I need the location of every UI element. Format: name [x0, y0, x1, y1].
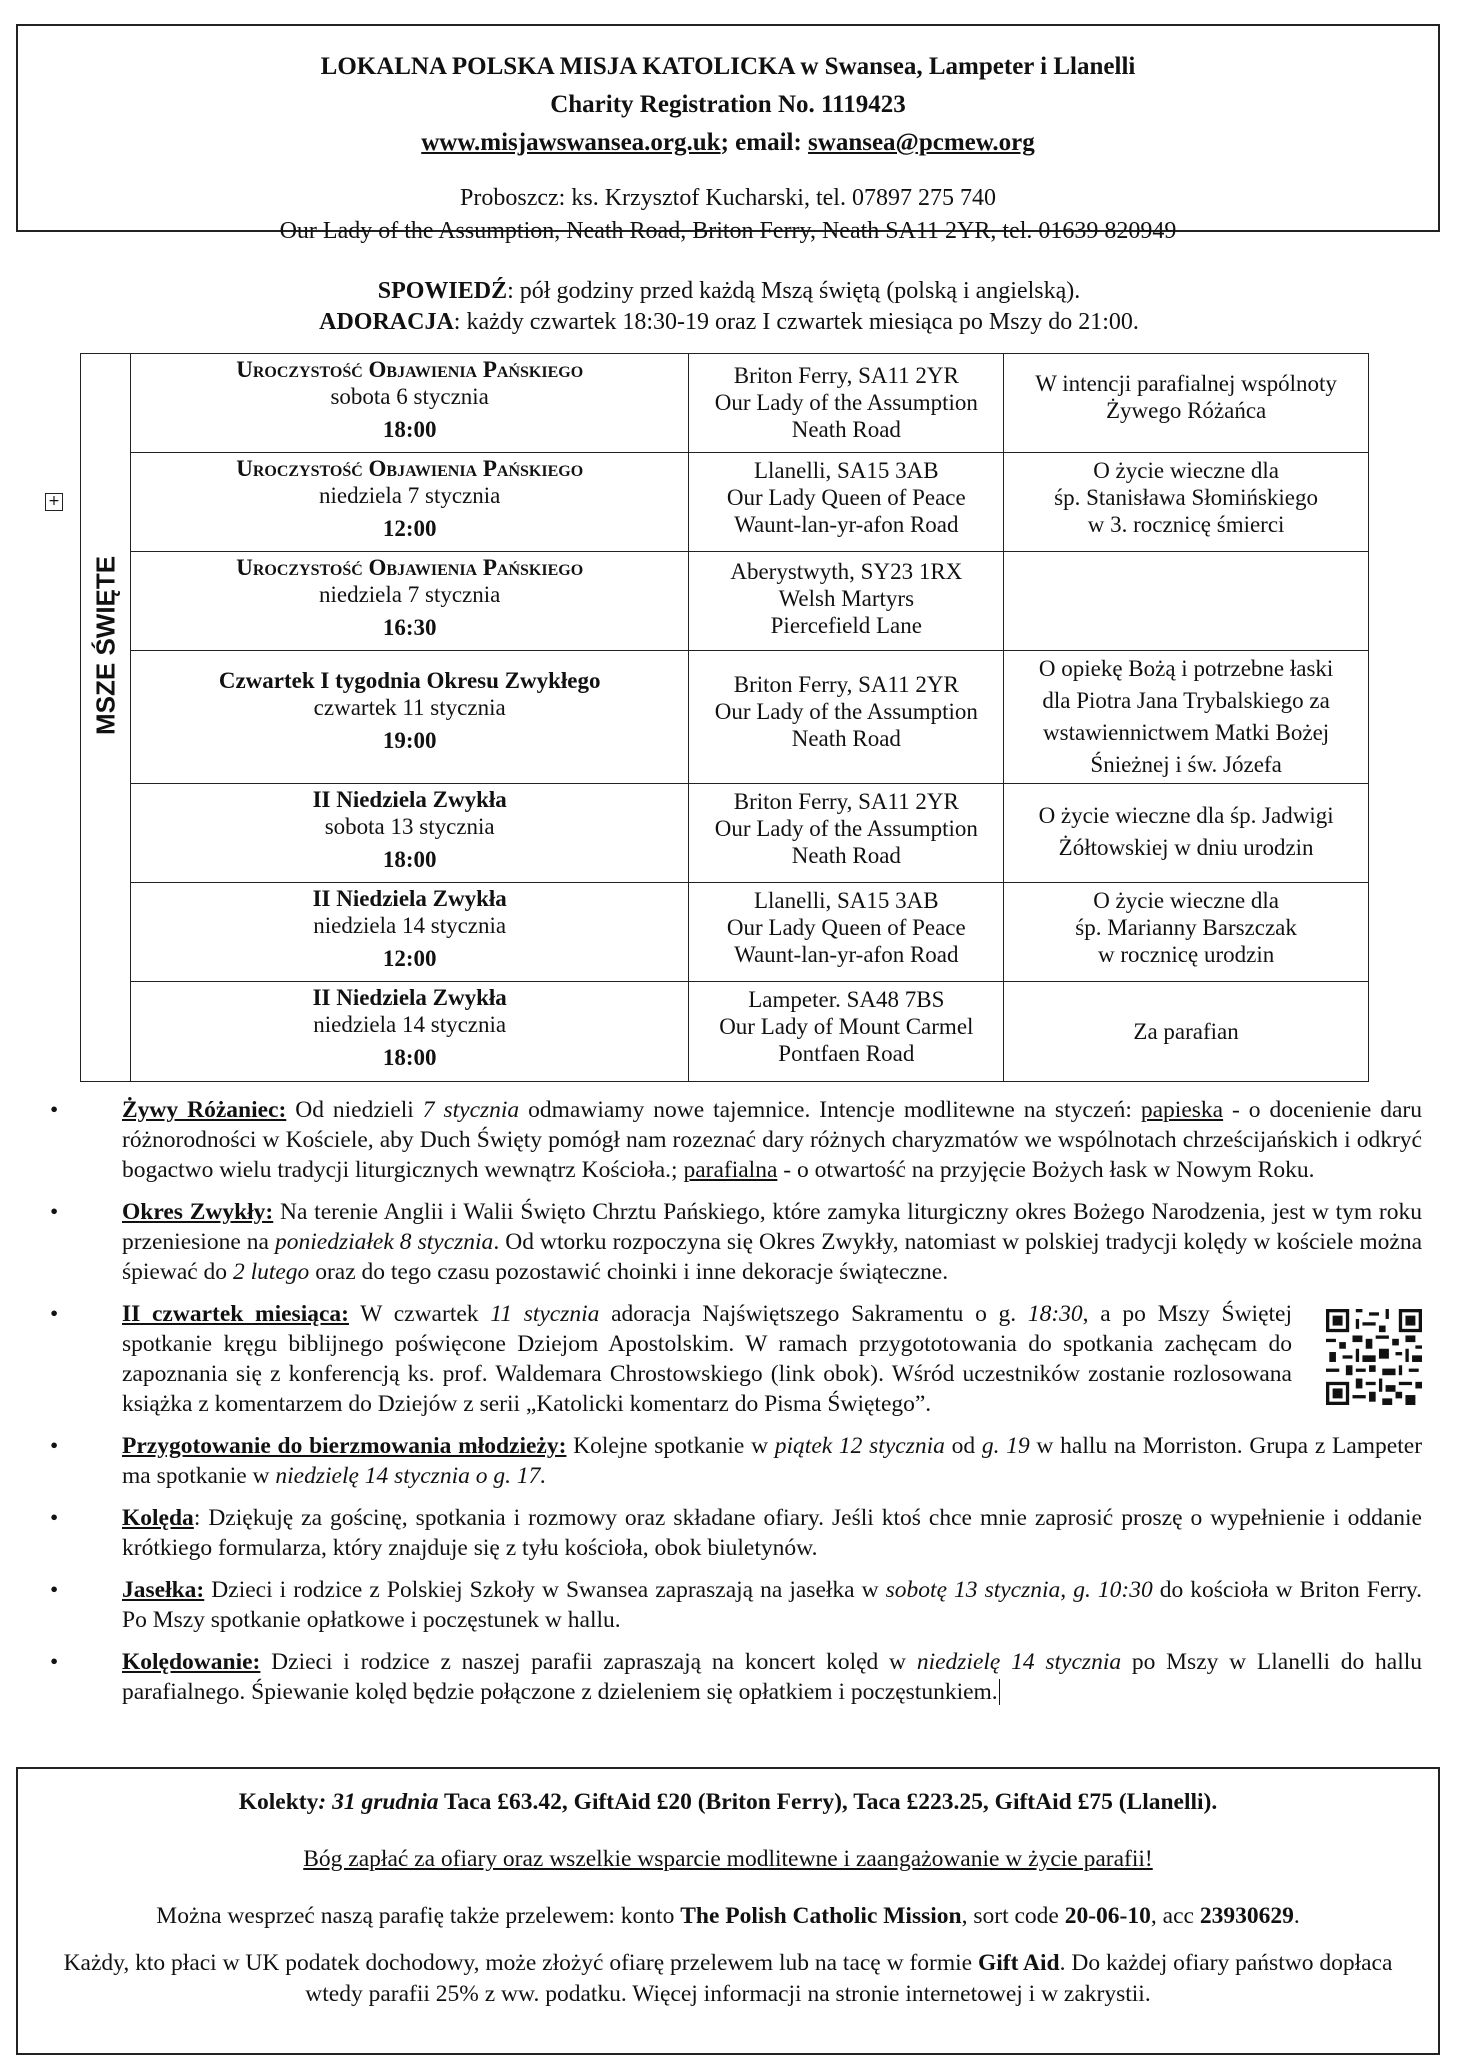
confession-notice — [0, 276, 1458, 307]
place-cell — [689, 651, 1004, 784]
list-item — [50, 1299, 1422, 1419]
transfer-text: . — [1293, 1903, 1300, 1929]
giftaid-label: Gift Aid — [977, 1950, 1060, 1976]
list-item — [50, 1575, 1422, 1635]
place-cell — [689, 354, 1004, 453]
item-text: odmawiamy nowe tajemnice. Intencje modlitewne na styczeń: — [519, 1097, 1141, 1123]
item-text: . Od wtorku rozpoczyna się Okres Zwykły, natomiast w polskiej tradycji kolędy w kościele można śpiewać do — [122, 1229, 1423, 1285]
list-item — [50, 1095, 1422, 1185]
intention-line: O życie wieczne dla — [1093, 458, 1279, 483]
list-item — [50, 1197, 1422, 1287]
mass-day: niedziela 14 stycznia — [313, 1012, 507, 1037]
list-item — [50, 1503, 1422, 1563]
intention-line: śp. Marianny Barszczak — [1075, 915, 1297, 940]
header-box — [16, 24, 1440, 244]
place-line: Piercefield Lane — [770, 613, 922, 638]
intention-cell — [1004, 651, 1369, 784]
place-line: Briton Ferry, SA11 2YR — [733, 672, 959, 697]
email-label: ; email: — [720, 129, 809, 156]
place-line: Waunt-lan-yr-afon Road — [734, 512, 959, 537]
item-text-italic: piątek 12 stycznia — [774, 1433, 945, 1459]
intention-line: w rocznicę urodzin — [1097, 942, 1275, 967]
feast-name: Uroczystość Objawienia Pańskiego — [236, 456, 584, 481]
side-label-cell — [81, 354, 131, 1082]
bullet-icon: • — [50, 1199, 59, 1225]
item-text: Od niedzieli — [286, 1097, 423, 1123]
giftaid-line — [18, 1948, 1438, 2010]
mass-day: sobota 6 stycznia — [330, 384, 489, 409]
intention-cell — [1004, 453, 1369, 552]
item-text-italic: 2 lutego — [232, 1259, 310, 1285]
place-line: Our Lady Queen of Peace — [726, 915, 966, 940]
place-line: Waunt-lan-yr-afon Road — [734, 942, 959, 967]
intention-line: Za parafian — [1133, 1019, 1239, 1044]
bullet-icon: • — [50, 1649, 59, 1675]
item-text-italic: 7 stycznia — [422, 1097, 520, 1123]
item-title: Przygotowanie do bierzmowania młodzieży: — [122, 1433, 567, 1459]
item-text: po Mszy w Llanelli do hallu parafialnego. Śpiewanie kolęd będzie połączone z dzieleniem się opłatkiem i poczęstunkiem. — [122, 1649, 1423, 1705]
footer-box — [16, 1767, 1440, 2055]
bullet-icon: • — [50, 1505, 59, 1531]
feast-cell — [130, 354, 688, 453]
feast-name: Uroczystość Objawienia Pańskiego — [236, 357, 584, 382]
place-line: Neath Road — [791, 726, 901, 751]
item-title: Kolędowanie: — [122, 1649, 261, 1675]
item-text: : Dziękuję za gościnę, spotkania i rozmowy oraz składane ofiary. Jeśli ktoś chce mnie zaprosić proszę o wypełnienie i oddanie krótkiego formularza, który znajduje się z tyłu kościoła, obok biuletynów. — [122, 1505, 1422, 1561]
bullet-icon: • — [50, 1301, 59, 1327]
feast-cell — [130, 982, 688, 1082]
table-row — [81, 552, 1369, 651]
account-name: The Polish Catholic Mission — [680, 1903, 962, 1929]
announcements-list — [50, 1095, 1422, 1719]
mass-day: niedziela 14 stycznia — [313, 913, 507, 938]
place-line: Neath Road — [791, 843, 901, 868]
item-text: Dzieci i rodzice z Polskiej Szkoły w Swansea zapraszają na jasełka w — [204, 1577, 886, 1603]
feast-name: II Niedziela Zwykła — [312, 787, 507, 812]
intention-line: Żywego Różańca — [1105, 398, 1267, 423]
intention-line: O życie wieczne dla — [1093, 888, 1279, 913]
giftaid-text: . Do każdej ofiary państwo dopłaca wtedy parafii 25% z ww. podatku. Więcej informacji na stronie internetowej i w zakrystii. — [305, 1950, 1393, 2007]
website-link[interactable]: www.misjawswansea.org.uk — [421, 129, 721, 156]
intention-cell — [1004, 784, 1369, 883]
mass-time: 16:30 — [382, 615, 437, 640]
place-line: Our Lady Queen of Peace — [726, 485, 966, 510]
place-line: Briton Ferry, SA11 2YR — [733, 789, 959, 814]
mass-day: niedziela 7 stycznia — [318, 582, 501, 607]
item-text: - o otwartość na przyjęcie Bożych łask w Nowym Roku. — [777, 1157, 1315, 1183]
place-cell — [689, 784, 1004, 883]
table-move-handle-icon[interactable]: + — [45, 493, 63, 511]
table-row — [81, 784, 1369, 883]
bullet-icon: • — [50, 1577, 59, 1603]
intention-line: W intencji parafialnej wspólnoty — [1035, 371, 1337, 396]
place-line: Our Lady of the Assumption — [714, 816, 978, 841]
mass-time: 18:00 — [382, 1045, 437, 1070]
item-text: W czwartek — [349, 1301, 491, 1327]
place-line: Our Lady of the Assumption — [714, 699, 978, 724]
transfer-line — [18, 1901, 1438, 1932]
place-line: Welsh Martyrs — [778, 586, 915, 611]
item-text-italic: niedzielę 14 stycznia o g. 17. — [275, 1463, 547, 1489]
table-row — [81, 354, 1369, 453]
intention-line: dla Piotra Jana Trybalskiego za — [1042, 688, 1330, 713]
mass-time: 18:00 — [382, 417, 437, 442]
intention-line: O życie wieczne dla śp. Jadwigi — [1038, 803, 1334, 828]
place-line: Our Lady of Mount Carmel — [719, 1014, 974, 1039]
mass-day: sobota 13 stycznia — [324, 814, 495, 839]
place-line: Pontfaen Road — [778, 1041, 915, 1066]
sort-code: 20-06-10 — [1064, 1903, 1151, 1929]
intention-line: śp. Stanisława Słomińskiego — [1054, 485, 1319, 510]
item-title: Jasełka: — [122, 1577, 205, 1603]
feast-name: Czwartek I tygodnia Okresu Zwykłego — [218, 668, 601, 693]
collections-line — [18, 1787, 1438, 1818]
place-line: Llanelli, SA15 3AB — [753, 458, 939, 483]
place-line: Lampeter. SA48 7BS — [748, 987, 945, 1012]
item-text: Na terenie Anglii i Walii Święto Chrztu Pańskiego, które zamyka liturgiczny okres Bożego Narodzenia, jest w tym roku przeniesione na — [122, 1199, 1423, 1255]
item-title: Żywy Różaniec: — [122, 1097, 287, 1123]
email-link[interactable]: swansea@pcmew.org — [808, 129, 1035, 156]
intention-cell — [1004, 883, 1369, 982]
table-row — [81, 453, 1369, 552]
church-address: Our Lady of the Assumption, Neath Road, Briton Ferry, Neath SA11 2YR, tel. 01639 820949 — [279, 218, 1177, 244]
item-text: oraz do tego czasu pozostawić choinki i inne dekoracje świąteczne. — [309, 1259, 949, 1285]
feast-cell — [130, 784, 688, 883]
intention-line: Śnieżnej i św. Józefa — [1090, 752, 1282, 777]
mass-time: 19:00 — [382, 728, 437, 753]
feast-cell — [130, 552, 688, 651]
confession-label: SPOWIEDŹ — [377, 278, 508, 304]
mass-day: niedziela 7 stycznia — [318, 483, 501, 508]
item-title: Kolęda — [122, 1505, 194, 1531]
feast-name: II Niedziela Zwykła — [312, 985, 507, 1010]
feast-cell — [130, 453, 688, 552]
adoration-label: ADORACJA — [319, 309, 454, 335]
mass-schedule-table — [80, 353, 1369, 1082]
place-cell — [689, 982, 1004, 1082]
item-text-italic: g. 19 — [981, 1433, 1030, 1459]
thanks-text: Bóg zapłać za ofiary oraz wszelkie wsparcie modlitewne i zaangażowanie w życie parafii! — [303, 1846, 1153, 1872]
intention-cell — [1004, 354, 1369, 453]
place-cell — [689, 883, 1004, 982]
collections-date: : 31 grudnia — [318, 1789, 439, 1815]
item-text-italic: poniedziałek 8 stycznia — [275, 1229, 494, 1255]
transfer-text: , sort code — [961, 1903, 1065, 1929]
feast-name: Uroczystość Objawienia Pańskiego — [236, 555, 584, 580]
item-text: , a po Mszy Świętej spotkanie kręgu biblijnego poświęcone Dziejom Apostolskim. W ramach przygototowania do spotkania zachęcam do zapoznania się z konferencją ks. prof. Waldemara Chrostowskiego (link obok). Wśród uczestników zostanie rozlosowana książka z komentarzem do Dziejów z serii „Katolicki komentarz do Pisma Świętego”. — [122, 1301, 1292, 1417]
giftaid-text: Każdy, kto płaci w UK podatek dochodowy, może złożyć ofiarę przelewem lub na tacę w formie — [63, 1950, 978, 1976]
item-text: od — [944, 1433, 982, 1459]
place-cell — [689, 453, 1004, 552]
intention-line: w 3. rocznicę śmierci — [1087, 512, 1285, 537]
feast-cell — [130, 883, 688, 982]
place-line: Briton Ferry, SA11 2YR — [733, 363, 959, 388]
mission-title: LOKALNA POLSKA MISJA KATOLICKA w Swansea, Lampeter i Llanelli — [320, 53, 1136, 80]
transfer-text: , acc — [1150, 1903, 1200, 1929]
item-text-italic: 18:30 — [1027, 1301, 1083, 1327]
intention-cell — [1004, 982, 1369, 1082]
account-number: 23930629 — [1199, 1903, 1294, 1929]
item-text: do kościoła w Briton Ferry. Po Mszy spotkanie opłatkowe i poczęstunek w hallu. — [122, 1577, 1422, 1633]
collections-text: Taca £63.42, GiftAid £20 (Briton Ferry), Taca £223.25, GiftAid £75 (Llanelli). — [438, 1789, 1218, 1815]
item-text: adoracja Najświętszego Sakramentu o g. — [599, 1301, 1028, 1327]
mass-day: czwartek 11 stycznia — [313, 695, 506, 720]
charity-number: Charity Registration No. 1119423 — [550, 91, 906, 118]
adoration-notice — [0, 307, 1458, 338]
mass-time: 12:00 — [382, 946, 437, 971]
item-title: Okres Zwykły: — [122, 1199, 274, 1225]
place-line: Aberystwyth, SY23 1RX — [730, 559, 963, 584]
side-label: MSZE ŚWIĘTE — [90, 555, 121, 735]
transfer-text: Można wesprzeć naszą parafię także przelewem: konto — [156, 1903, 681, 1929]
intention-line: wstawiennictwem Matki Bożej — [1043, 720, 1330, 745]
intention-line: O opiekę Bożą i potrzebne łaski — [1038, 656, 1334, 681]
collections-label: Kolekty — [238, 1789, 319, 1815]
mass-time: 12:00 — [382, 516, 437, 541]
feast-name: II Niedziela Zwykła — [312, 886, 507, 911]
intention-cell — [1004, 552, 1369, 651]
bullet-icon: • — [50, 1097, 59, 1123]
item-text: w hallu na Morriston. Grupa z Lampeter ma spotkanie w — [122, 1433, 1423, 1489]
item-text-italic: niedzielę 14 stycznia — [916, 1649, 1122, 1675]
place-line: Llanelli, SA15 3AB — [753, 888, 939, 913]
table-row — [81, 982, 1369, 1082]
item-text-underline: papieska — [1140, 1097, 1224, 1123]
contact-line — [18, 124, 1438, 162]
feast-cell — [130, 651, 688, 784]
place-line: Neath Road — [791, 417, 901, 442]
bullet-icon: • — [50, 1433, 59, 1459]
place-line: Our Lady of the Assumption — [714, 390, 978, 415]
list-item — [50, 1647, 1422, 1707]
intention-line: Żółtowskiej w dniu urodzin — [1058, 835, 1314, 860]
item-text-underline: parafialna — [683, 1157, 778, 1183]
adoration-text: : każdy czwartek 18:30-19 oraz I czwartek miesiąca po Mszy do 21:00. — [453, 309, 1139, 335]
confession-text: : pół godziny przed każdą Mszą świętą (polską i angielską). — [507, 278, 1081, 304]
text-cursor — [999, 1679, 1000, 1705]
place-cell — [689, 552, 1004, 651]
thanks-line — [18, 1844, 1438, 1875]
item-text: Dzieci i rodzice z naszej parafii zapraszają na koncert kolęd w — [260, 1649, 917, 1675]
item-text-italic: 11 stycznia — [490, 1301, 600, 1327]
table-row — [81, 651, 1369, 784]
item-text-italic: sobotę 13 stycznia, g. 10:30 — [885, 1577, 1153, 1603]
mass-time: 18:00 — [382, 847, 437, 872]
item-title: II czwartek miesiąca: — [122, 1301, 349, 1327]
table-row — [81, 883, 1369, 982]
qr-code-icon[interactable] — [1326, 1309, 1422, 1405]
list-item — [50, 1431, 1422, 1491]
parish-priest: Proboszcz: ks. Krzysztof Kucharski, tel. 07897 275 740 — [460, 185, 996, 211]
item-text: - o docenienie daru różnorodności w Kościele, aby Duch Święty pomógł nam rozeznać dary różnych charyzmatów we wspólnotach chrześcijańskich i odkryć bogactwo wielu tradycji liturgicznych wewnątrz Kościoła.; — [122, 1097, 1422, 1183]
item-text: Kolejne spotkanie w — [566, 1433, 775, 1459]
